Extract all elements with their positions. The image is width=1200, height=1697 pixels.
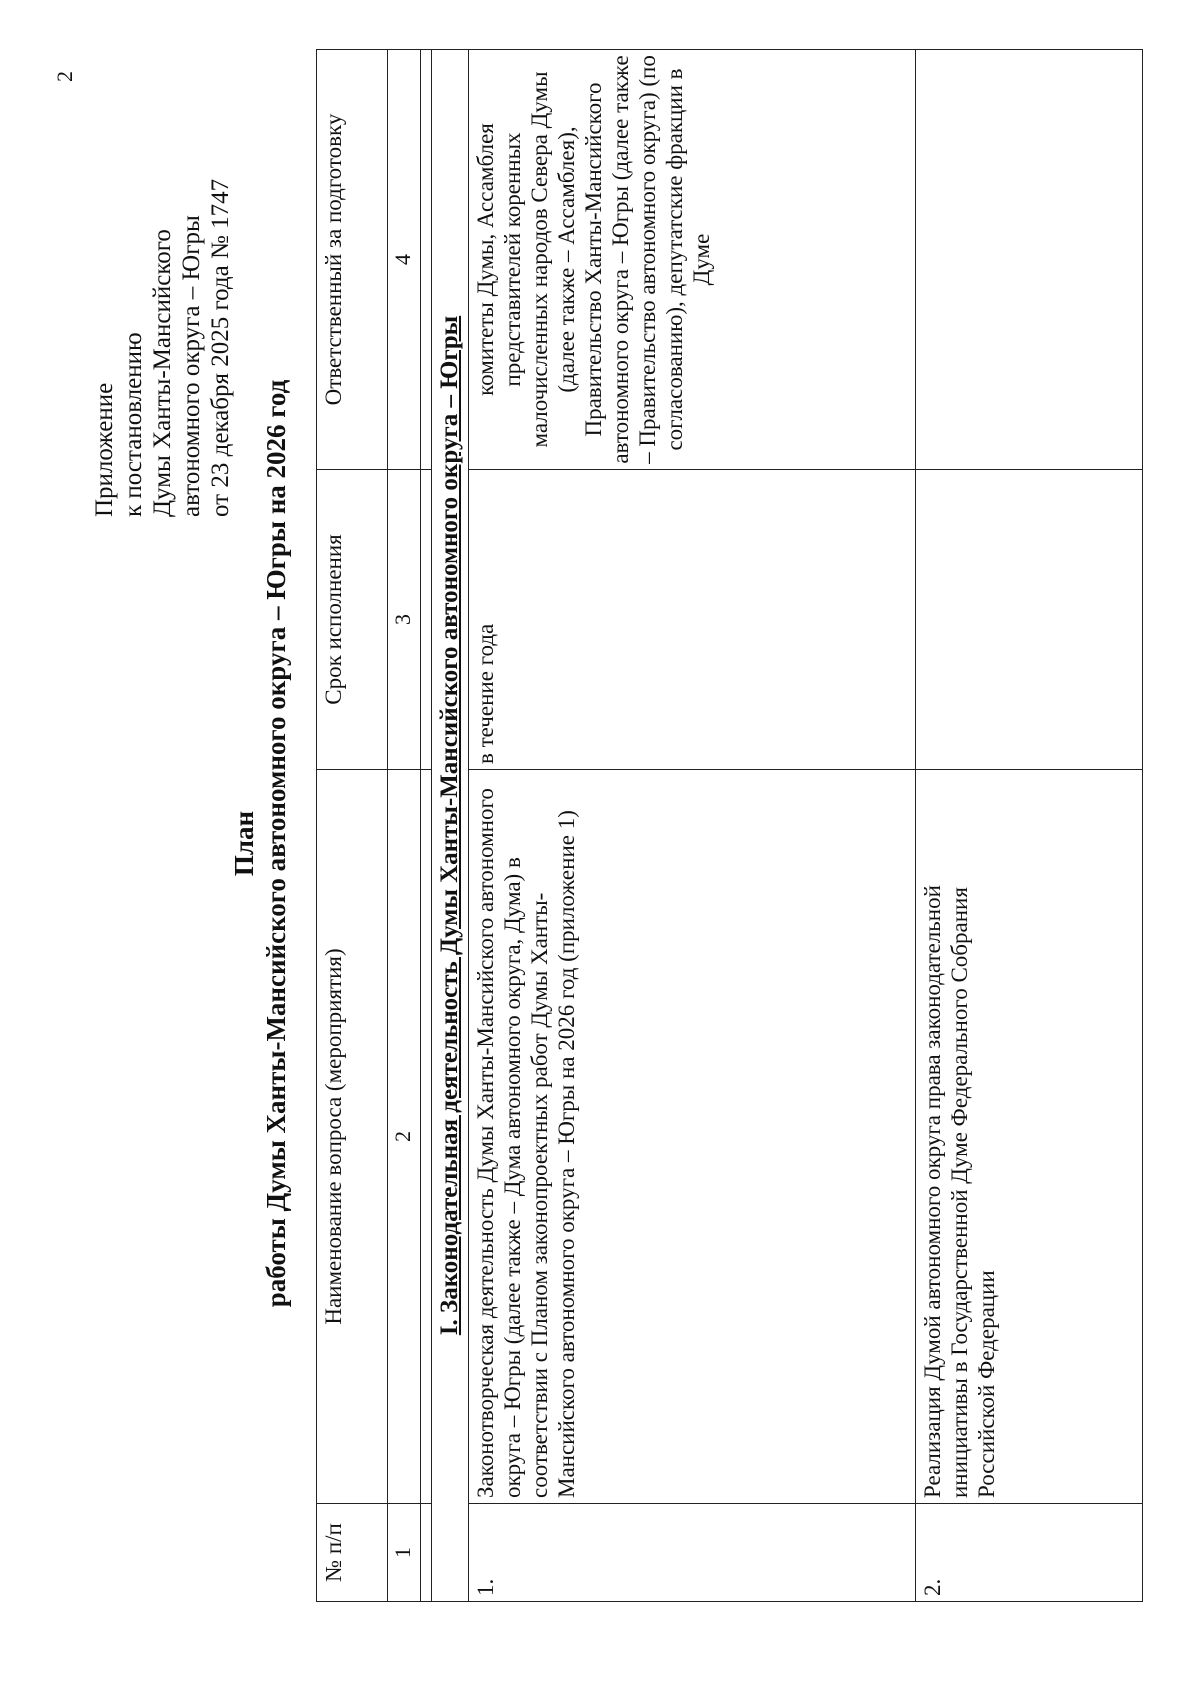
row-name: Реализация Думой автономного округа права законодательной инициативы в Государственной Думе Федерального Собрания Российской Федерации bbox=[916, 770, 1143, 1504]
row-responsible: комитеты Думы, Ассамблея представителей коренных малочисленных народов Севера Думы (далее также – Ассамблея), Правительство Ханты-Мансийского автономного округа – Югры (далее также – Правительство автономного округа) (по согласованию), депутатские фракции в Думе bbox=[469, 50, 916, 470]
row-term: в течение года bbox=[469, 470, 916, 770]
plan-table bbox=[316, 49, 1143, 1602]
column-number: 1 bbox=[388, 1504, 421, 1602]
document-title bbox=[228, 45, 292, 1642]
title-line-1: План bbox=[229, 810, 259, 877]
header-cell-term: Срок исполнения bbox=[317, 470, 388, 770]
row-name: Законотворческая деятельность Думы Ханты-Мансийского автономного округа – Югры (далее также – Дума автономного округа, Дума) в соответствии с Планом законопроектных работ Думы Ханты-Мансийского автономного округа – Югры на 2026 год (приложение 1) bbox=[469, 770, 916, 1504]
section-heading bbox=[432, 50, 469, 1602]
column-number: 3 bbox=[388, 470, 421, 770]
appendix-block bbox=[90, 179, 235, 517]
header-cell-name: Наименование вопроса (мероприятия) bbox=[317, 770, 388, 1504]
row-term bbox=[916, 470, 1143, 770]
table-row bbox=[916, 50, 1143, 1602]
section-row bbox=[432, 50, 469, 1602]
header-cell-number: № п/п bbox=[317, 1504, 388, 1602]
page-number: 2 bbox=[52, 71, 77, 82]
appendix-line: Думы Ханты-Мансийского bbox=[149, 229, 176, 517]
table-header-row bbox=[317, 50, 388, 1602]
appendix-line: к постановлению bbox=[120, 332, 147, 517]
column-number: 4 bbox=[388, 50, 421, 470]
column-number: 2 bbox=[388, 770, 421, 1504]
appendix-line: автономного округа – Югры bbox=[178, 215, 205, 517]
title-line-2: работы Думы Ханты-Мансийского автономного округа – Югры на 2026 год bbox=[261, 379, 291, 1308]
section-heading-text: I. Законодательная деятельность Думы Ханты-Мансийского автономного округа – Югры bbox=[436, 315, 463, 1336]
header-cell-responsible: Ответственный за подготовку bbox=[317, 50, 388, 470]
column-number-row bbox=[388, 50, 421, 1602]
row-responsible bbox=[916, 50, 1143, 470]
appendix-line: от 23 декабря 2025 года № 1747 bbox=[207, 178, 234, 517]
spacer-row bbox=[421, 50, 432, 1602]
document-page bbox=[28, 45, 1170, 1642]
row-number: 2. bbox=[916, 1504, 1143, 1602]
appendix-line: Приложение bbox=[91, 382, 118, 517]
row-number: 1. bbox=[469, 1504, 916, 1602]
table-row bbox=[469, 50, 916, 1602]
